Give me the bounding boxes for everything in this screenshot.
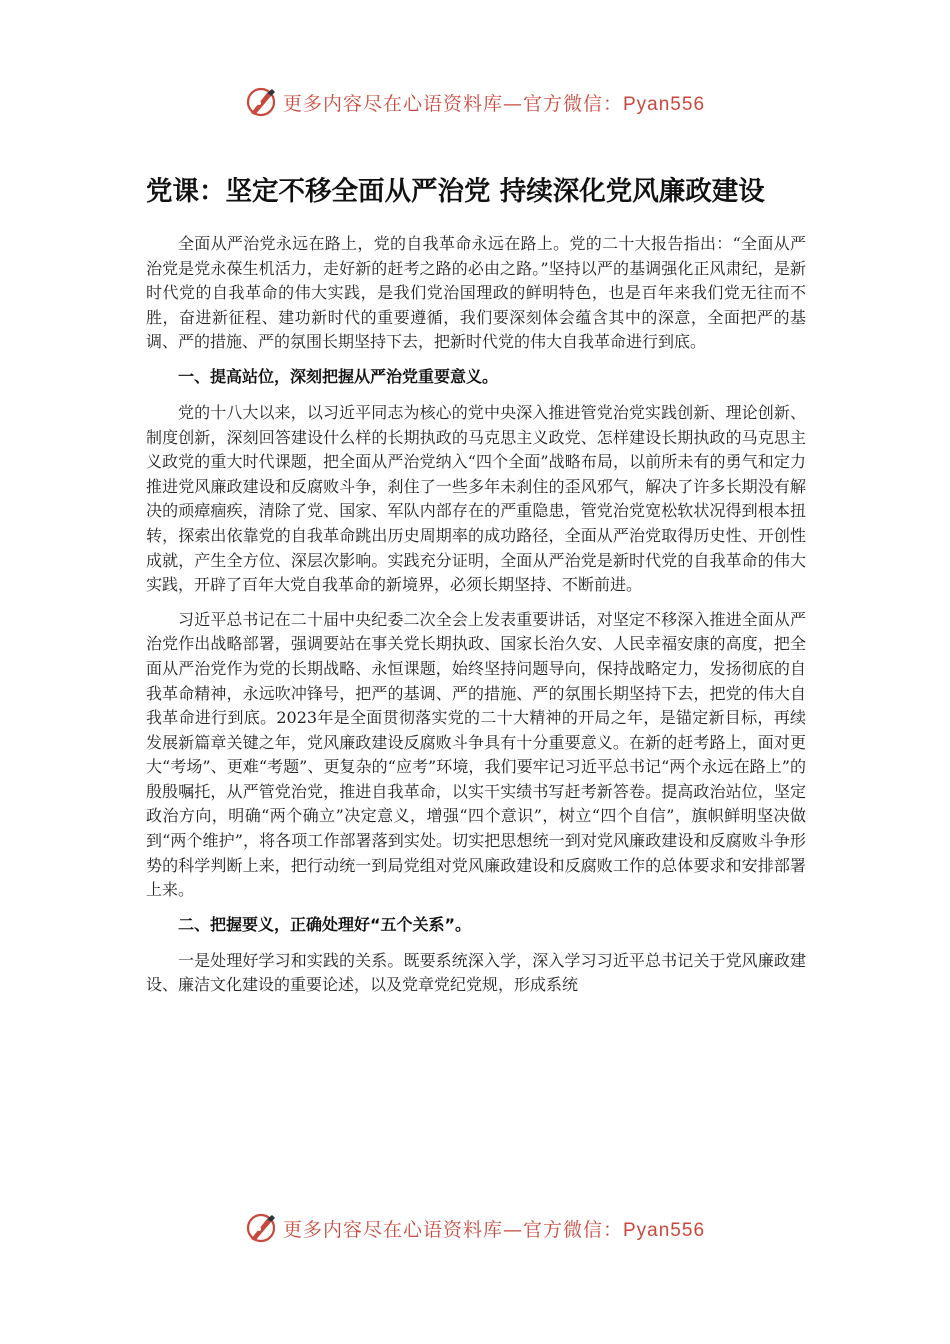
watermark-banner-bottom [0,1208,950,1248]
watermark-banner-top [0,82,950,122]
watermark-wechat-id: Pyan556 [623,1219,706,1241]
watermark-text: 更多内容尽在心语资料库—官方微信： [282,1218,623,1241]
document-title: 党课：坚定不移全面从严治党 持续深化党风廉政建设 [146,176,765,207]
pen-logo-icon [245,85,279,119]
watermark-wechat-id: Pyan556 [623,93,706,115]
section1-paragraph-2: 习近平总书记在二十届中央纪委二次全会上发表重要讲话，对坚定不移深入推进全面从严治党作出战略部署，强调要站在事关党长期执政、国家长治久安、人民幸福安康的高度，把全面从严治党作为党的长期战略、永恒课题，始终坚持问题导向，保持战略定力，发扬彻底的自我革命精神，永远吹冲锋号，把严的基调、严的措施、严的氛围长期坚持下去，把党的伟大自我革命进行到底。2023年是全面贯彻落实党的二十大精神的开局之年，是锚定新目标，再续发展新篇章关键之年，党风廉政建设反腐败斗争具有十分重要意义。在新的赶考路上，面对更大“考场”、更难“考题”、更复杂的“应考”环境，我们要牢记习近平总书记“两个永远在路上”的殷殷嘱托，从严管党治党，推进自我革命，以实干实绩书写赶考新答卷。提高政治站位，坚定政治方向，明确“两个确立”决定意义，增强“四个意识”，树立“四个自信”，旗帜鲜明坚决做到“两个维护”，将各项工作部署落到实处。切实把思想统一到对党风廉政建设和反腐败斗争形势的科学判断上来，把行动统一到局党组对党风廉政建设和反腐败工作的总体要求和安排部署上来。 [146,609,806,900]
section1-paragraph-1: 党的十八大以来，以习近平同志为核心的党中央深入推进管党治党实践创新、理论创新、制度创新，深刻回答建设什么样的长期执政的马克思主义政党、怎样建设长期执政的马克思主义政党的重大时代课题，把全面从严治党纳入“四个全面”战略布局，以前所未有的勇气和定力推进党风廉政建设和反腐败斗争，刹住了一些多年未刹住的歪风邪气，解决了许多长期没有解决的顽瘴痼疾，清除了党、国家、军队内部存在的严重隐患，管党治党宽松软状况得到根本扭转，探索出依靠党的自我革命跳出历史周期率的成功路径，全面从严治党取得历史性、开创性成就，产生全方位、深层次影响。实践充分证明，全面从严治党是新时代党的自我革命的伟大实践，开辟了百年大党自我革命的新境界，必须长期坚持、不断前进。 [146,402,806,595]
section2-paragraph-1: 一是处理好学习和实践的关系。既要系统深入学，深入学习习近平总书记关于党风廉政建设、廉洁文化建设的重要论述，以及党章党纪党规，形成系统 [146,950,806,995]
watermark-text: 更多内容尽在心语资料库—官方微信： [282,92,623,115]
section-heading-2: 二、把握要义，正确处理好“五个关系”。 [178,914,472,934]
intro-paragraph: 全面从严治党永远在路上，党的自我革命永远在路上。党的二十大报告指出：“全面从严治党是党永葆生机活力，走好新的赶考之路的必由之路。”坚持以严的基调强化正风肃纪，是新时代党的自我革命的伟大实践，是我们党治国理政的鲜明特色，也是百年来我们党无往而不胜，奋进新征程、建功新时代的重要遵循，我们要深刻体会蕴含其中的深意，全面把严的基调、严的措施、严的氛围长期坚持下去，把新时代党的伟大自我革命进行到底。 [146,234,806,352]
pen-logo-icon [245,1211,279,1245]
document-body [146,170,806,1008]
section-heading-1: 一、提高站位，深刻把握从严治党重要意义。 [178,366,499,386]
